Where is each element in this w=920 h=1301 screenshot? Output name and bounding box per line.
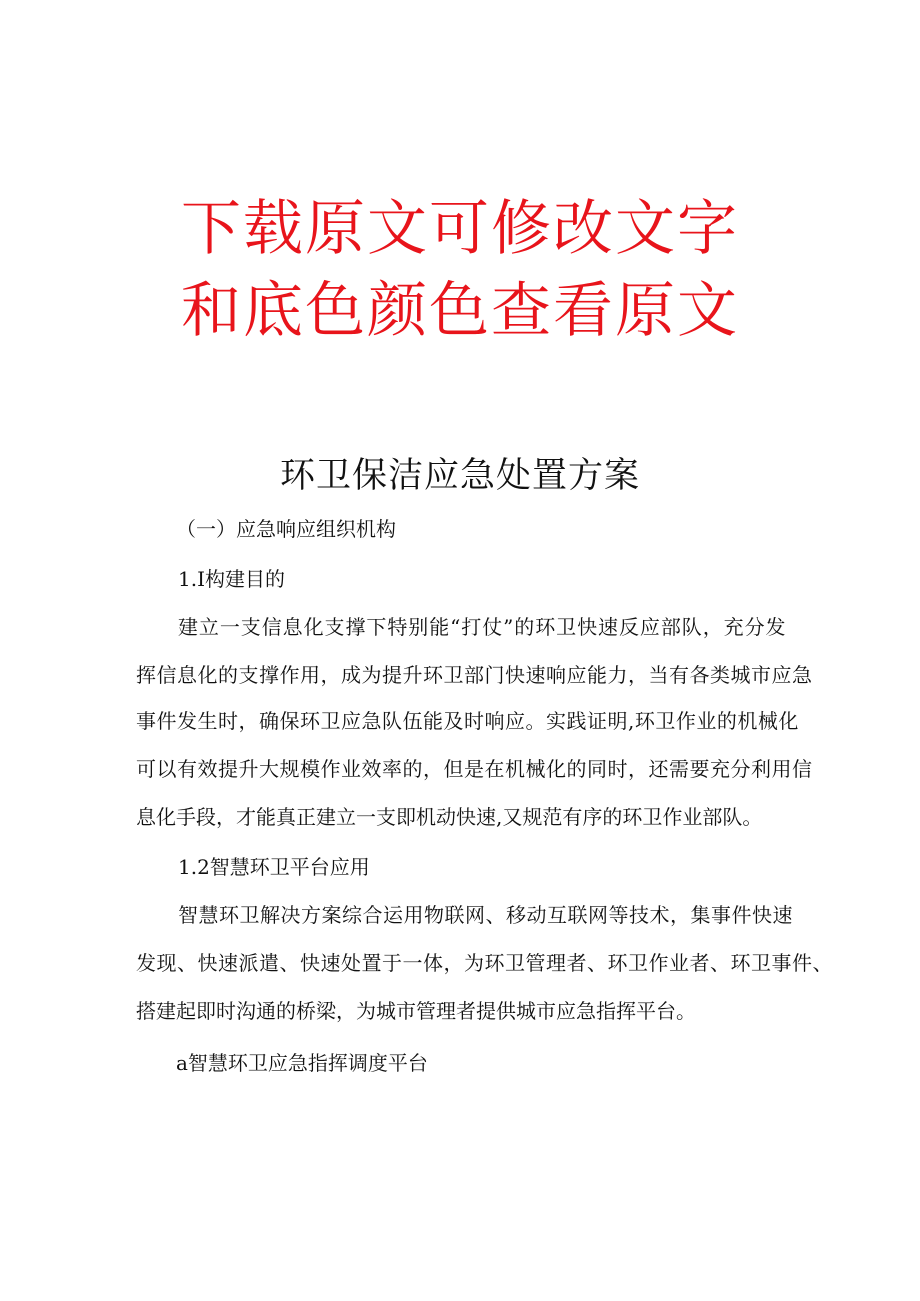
- paragraph-1-line-2: 挥信息化的支撑作用，成为提升环卫部门快速响应能力，当有各类城市应急: [136, 663, 813, 687]
- paragraph-1-line-3: 事件发生时，确保环卫应急队伍能及时响应。实践证明,环卫作业的机械化: [136, 709, 799, 733]
- subsection-heading-1: 1.I构建目的: [178, 567, 285, 591]
- paragraph-2-line-1: 智慧环卫解决方案综合运用物联网、移动互联网等技术，集事件快速: [178, 903, 793, 927]
- document-title: 环卫保洁应急处置方案: [279, 456, 640, 496]
- red-banner-text: [0, 188, 920, 352]
- paragraph-2-line-2: 发现、快速派遣、快速处置于一体，为环卫管理者、环卫作业者、环卫事件、: [136, 951, 833, 975]
- section-heading: （一）应急响应组织机构: [176, 517, 396, 541]
- paragraph-1-line-5: 息化手段，才能真正建立一支即机动快速,又规范有序的环卫作业部队。: [136, 805, 763, 829]
- subsection-heading-2: 1.2智慧环卫平台应用: [178, 855, 370, 879]
- paragraph-2-line-3: 搭建起即时沟通的桥梁，为城市管理者提供城市应急指挥平台。: [136, 999, 696, 1023]
- subsection-heading-3: a智慧环卫应急指挥调度平台: [176, 1051, 428, 1075]
- banner-line-1: 下载原文可修改文字: [181, 194, 739, 264]
- paragraph-1-line-1: 建立一支信息化支撑下特别能“打仗”的环卫快速反应部队，充分发: [178, 615, 786, 639]
- banner-line-2: 和底色颜色查看原文: [181, 276, 739, 346]
- paragraph-1-line-4: 可以有效提升大规模作业效率的，但是在机械化的同时，还需要充分利用信: [136, 757, 813, 781]
